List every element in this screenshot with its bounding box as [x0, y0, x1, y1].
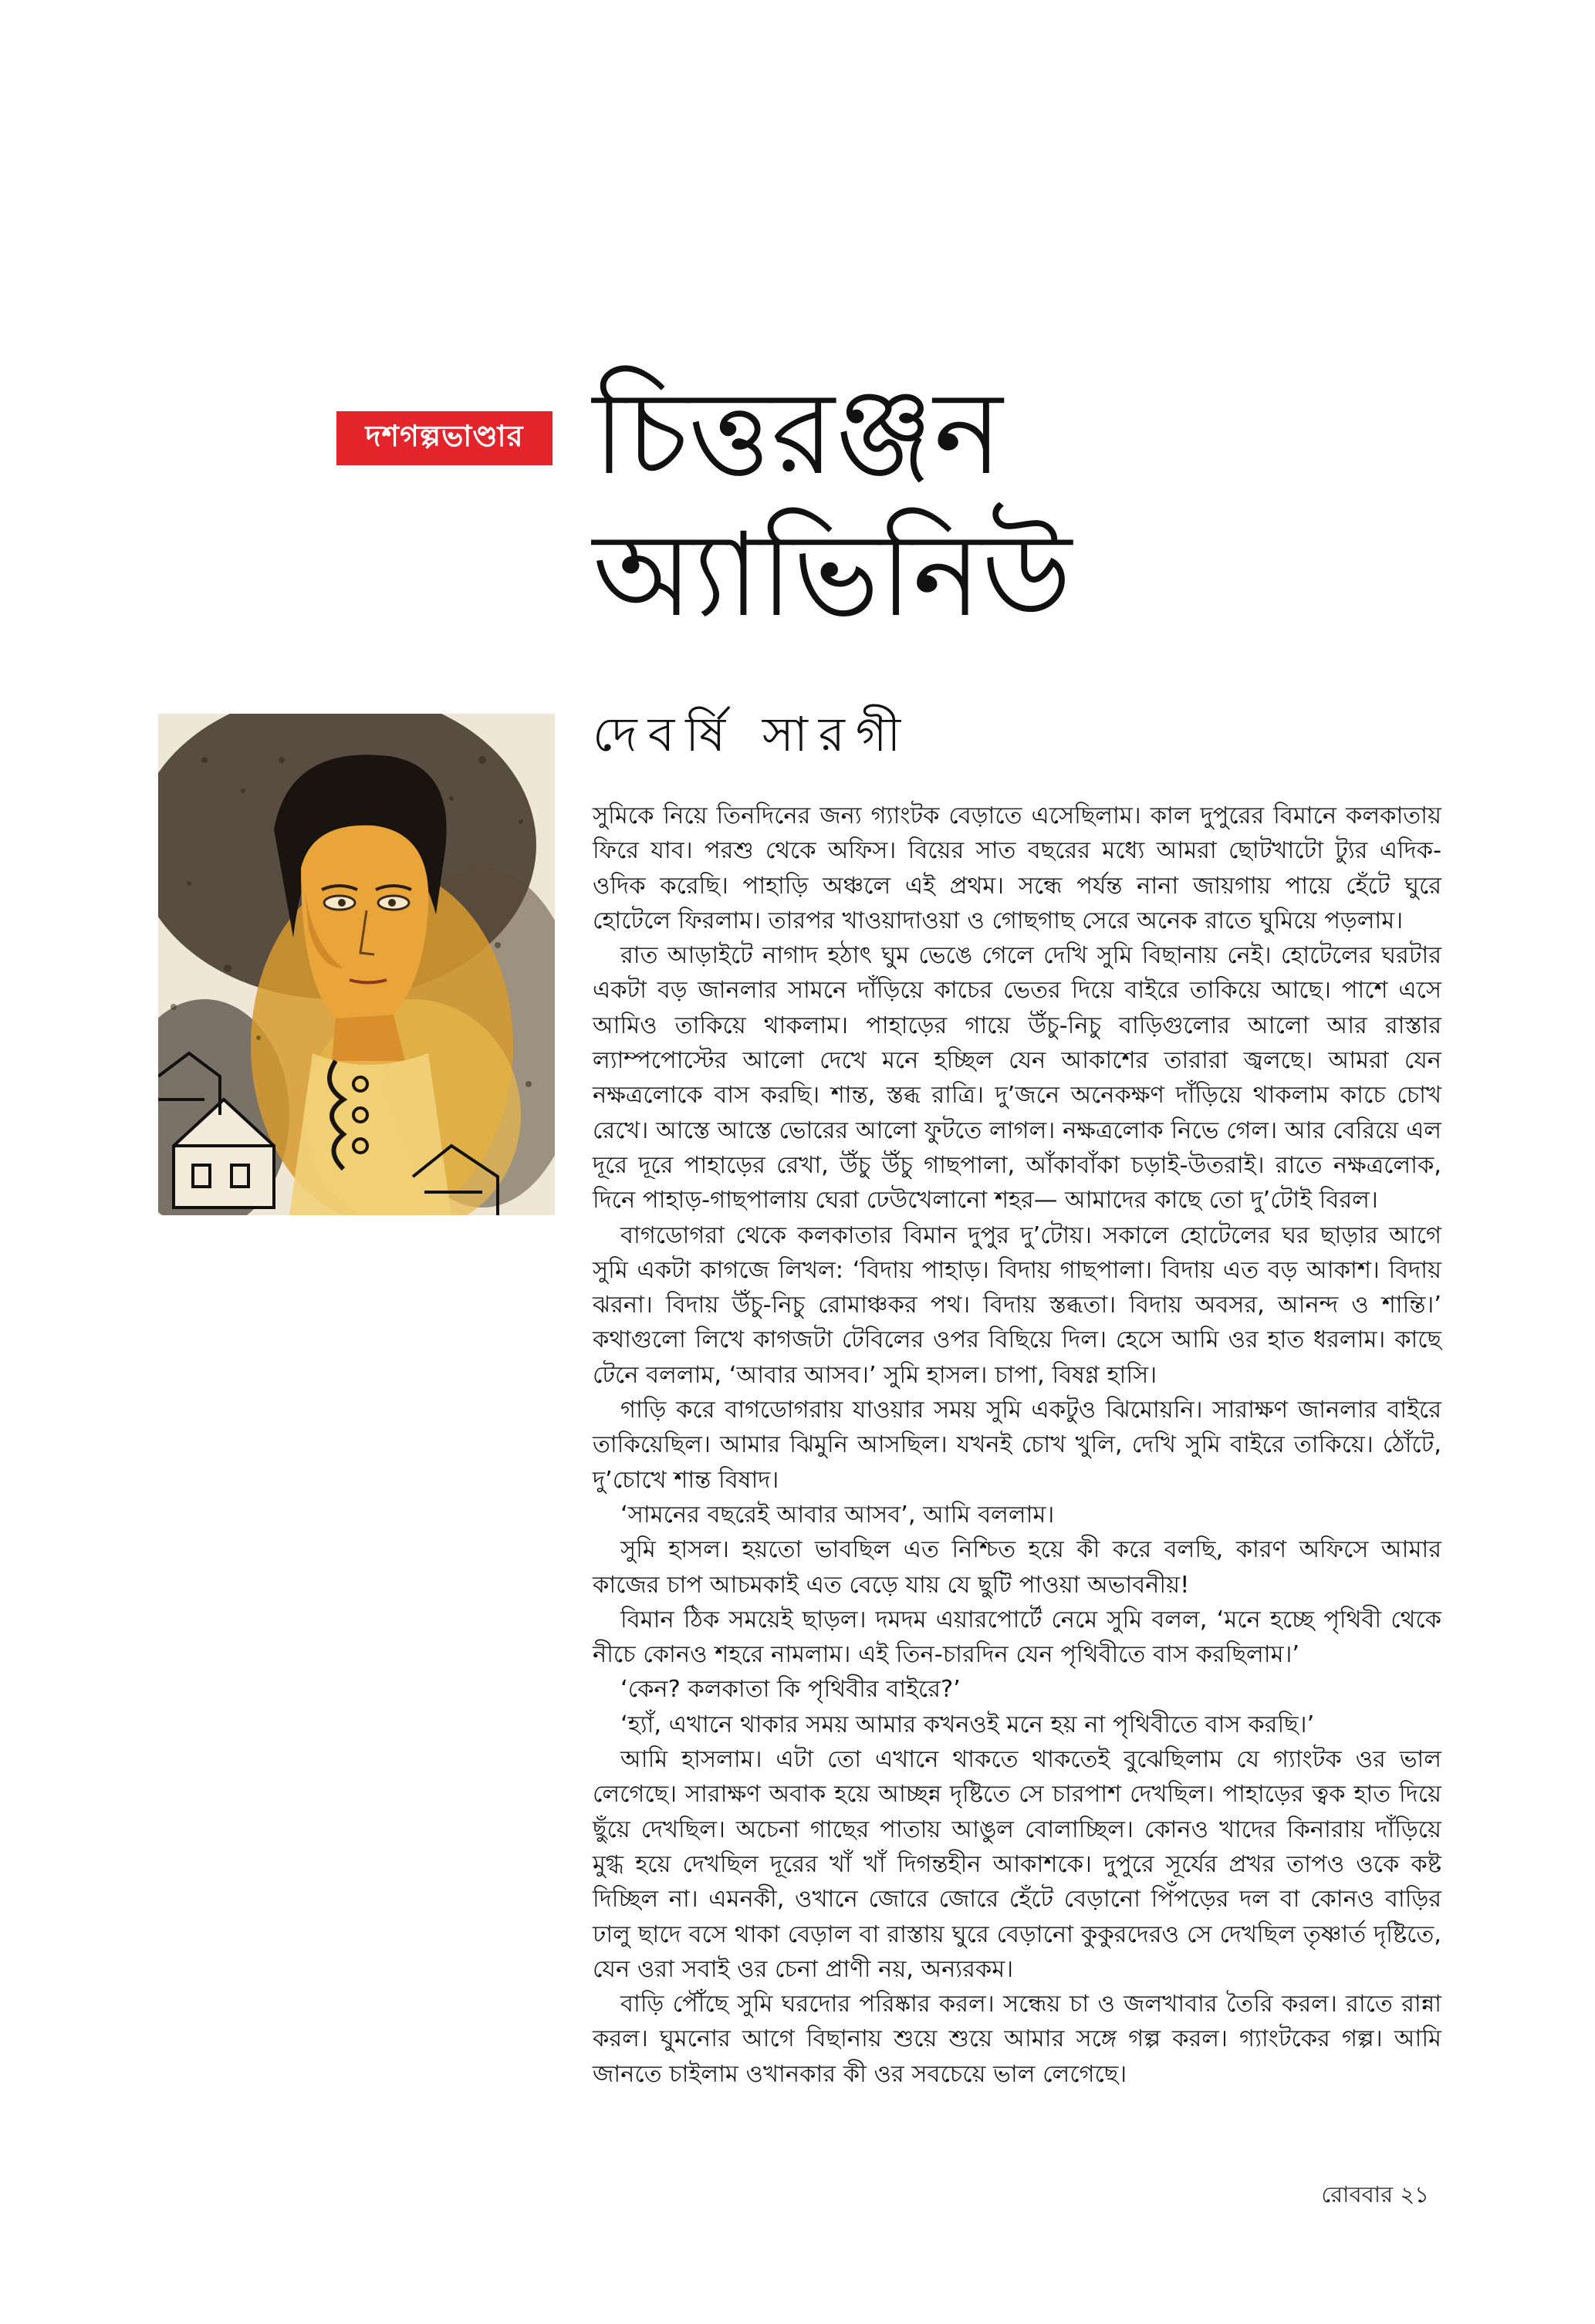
- story-body: [593, 799, 1441, 2092]
- story-paragraph: সুমিকে নিয়ে তিনদিনের জন্য গ্যাংটক বেড়াতে এসেছিলাম। কাল দুপুরের বিমানে কলকাতায় ফিরে যাব। পরশু থেকে অফিস। বিয়ের সাত বছরের মধ্যে আমরা ছোটখাটো ট্যুর এদিক-ওদিক করেছি। পাহাড়ি অঞ্চলে এই প্রথম। সন্ধে পর্যন্ত নানা জায়গায় পায়ে হেঁটে ঘুরে হোটেলে ফিরলাম। তারপর খাওয়াদাওয়া ও গোছগাছ সেরে অনেক রাতে ঘুমিয়ে পড়লাম।: [593, 802, 1441, 934]
- story-title: [593, 363, 1480, 647]
- story-illustration: [158, 714, 555, 1215]
- story-paragraph: সুমি হাসল। হয়তো ভাবছিল এত নিশ্চিত হয়ে কী করে বলছি, কারণ অফিসে আমার কাজের চাপ আচমকাই এত বেড়ে যায় যে ছুটি পাওয়া অভাবনীয়!: [593, 1536, 1441, 1599]
- story-paragraph: গাড়ি করে বাগডোগরায় যাওয়ার সময় সুমি একটুও ঝিমোয়নি। সারাক্ষণ জানলার বাইরে তাকিয়েছিল। আমার ঝিমুনি আসছিল। যখনই চোখ খুলি, দেখি সুমি বাইরে তাকিয়ে। ঠোঁটে, দু’চোখে শান্ত বিষাদ।: [593, 1397, 1441, 1494]
- author-name: দেবর্ষি সারগী: [593, 706, 912, 762]
- story-paragraph: ‘কেন? কলকাতা কি পৃথিবীর বাইরে?’: [620, 1676, 961, 1704]
- story-title-line-1: চিত্তরঞ্জন: [593, 367, 1003, 501]
- story-paragraph: রাত আড়াইটে নাগাদ হঠাৎ ঘুম ভেঙে গেলে দেখি সুমি বিছানায় নেই। হোটেলের ঘরটার একটা বড় জানলার সামনে দাঁড়িয়ে কাচের ভেতর দিয়ে বাইরে তাকিয়ে আছে। পাশে এসে আমিও তাকিয়ে থাকলাম। পাহাড়ের গায়ে উঁচু-নিচু বাড়িগুলোর আলো আর রাস্তার ল্যাম্পপোস্টের আলো দেখে মনে হচ্ছিল যেন আকাশের তারারা জ্বলছে। আমরা যেন নক্ষত্রলোকে বাস করছি। শান্ত, স্তব্ধ রাত্রি। দু’জনে অনেকক্ষণ দাঁড়িয়ে থাকলাম কাচে চোখ রেখে। আস্তে আস্তে ভোরের আলো ফুটতে লাগল। নক্ষত্রলোক নিভে গেল। আর বেরিয়ে এল দূরে দূরে পাহাড়ের রেখা, উঁচু উঁচু গাছপালা, আঁকাবাঁকা চড়াই-উতরাই। রাতে নক্ষত্রলোক, দিনে পাহাড়-গাছপালায় ঘেরা ঢেউখেলানো শহর— আমাদের কাছে তো দু’টোই বিরল।: [593, 942, 1441, 1214]
- story-title-line-2: অ্যাভিনিউ: [593, 508, 1072, 643]
- story-paragraph: আমি হাসলাম। এটা তো এখানে থাকতে থাকতেই বুঝেছিলাম যে গ্যাংটক ওর ভাল লেগেছে। সারাক্ষণ অবাক হয়ে আচ্ছন্ন দৃষ্টিতে সে চারপাশ দেখছিল। পাহাড়ের ত্বক হাত দিয়ে ছুঁয়ে দেখছিল। অচেনা গাছের পাতায় আঙুল বোলাচ্ছিল। কোনও খাদের কিনারায় দাঁড়িয়ে মুগ্ধ হয়ে দেখছিল দূরের খাঁ খাঁ দিগন্তহীন আকাশকে। দুপুরে সূর্যের প্রখর তাপও ওকে কষ্ট দিচ্ছিল না। এমনকী, ওখানে জোরে জোরে হেঁটে বেড়ানো পিঁপড়ের দল বা কোনও বাড়ির ঢালু ছাদে বসে থাকা বেড়াল বা রাস্তায় ঘুরে বেড়ানো কুকুরদেরও সে দেখছিল তৃষ্ণার্ত দৃষ্টিতে, যেন ওরা সবাই ওর চেনা প্রাণী নয়, অন্যরকম।: [593, 1746, 1441, 1983]
- section-tag: দশগল্পভাণ্ডার: [336, 411, 553, 465]
- portrait-illustration: [158, 714, 555, 1215]
- story-paragraph: ‘সামনের বছরেই আবার আসব’, আমি বললাম।: [620, 1501, 1055, 1529]
- page-footer: রোববার ২১: [1321, 2181, 1429, 2207]
- story-paragraph: ‘হ্যাঁ, এখানে থাকার সময় আমার কখনওই মনে হয় না পৃথিবীতে বাস করছি।’: [620, 1711, 1315, 1738]
- story-paragraph: বাগডোগরা থেকে কলকাতার বিমান দুপুর দু’টোয়। সকালে হোটেলের ঘর ছাড়ার আগে সুমি একটা কাগজে লিখল: ‘বিদায় পাহাড়। বিদায় গাছপালা। বিদায় এত বড় আকাশ। বিদায় ঝরনা। বিদায় উঁচু-নিচু রোমাঞ্চকর পথ। বিদায় স্তব্ধতা। বিদায় অবসর, আনন্দ ও শান্তি।’ কথাগুলো লিখে কাগজটা টেবিলের ওপর বিছিয়ে দিল। হেসে আমি ওর হাত ধরলাম। কাছে টেনে বললাম, ‘আবার আসব।’ সুমি হাসল। চাপা, বিষণ্ণ হাসি।: [593, 1221, 1441, 1389]
- story-paragraph: বিমান ঠিক সময়েই ছাড়ল। দমদম এয়ারপোর্টে নেমে সুমি বলল, ‘মনে হচ্ছে পৃথিবী থেকে নীচে কোনও শহরে নামলাম। এই তিন-চারদিন যেন পৃথিবীতে বাস করছিলাম।’: [593, 1606, 1441, 1669]
- story-paragraph: বাড়ি পৌঁছে সুমি ঘরদোর পরিষ্কার করল। সন্ধেয় চা ও জলখাবার তৈরি করল। রাতে রান্না করল। ঘুমনোর আগে বিছানায় শুয়ে শুয়ে আমার সঙ্গে গল্প করল। গ্যাংটকের গল্প। আমি জানতে চাইলাম ওখানকার কী ওর সবচেয়ে ভাল লেগেছে।: [593, 1991, 1441, 2088]
